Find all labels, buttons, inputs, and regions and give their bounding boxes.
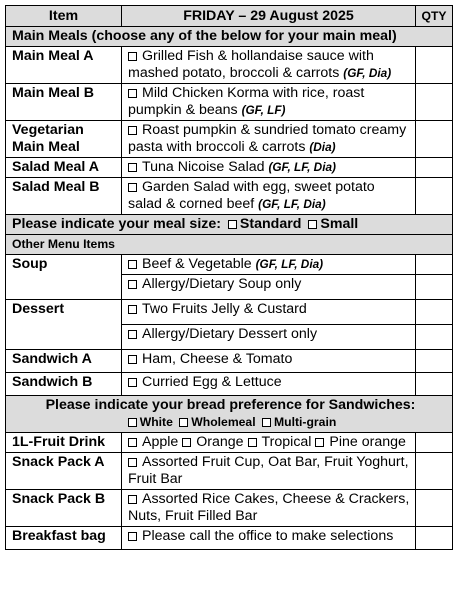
qty-cell[interactable] — [416, 47, 453, 84]
dietary-note: (Dia) — [309, 140, 336, 154]
snack-pack-b-row — [6, 490, 453, 527]
qty-cell[interactable] — [416, 453, 453, 490]
dietary-note: (GF, LF, Dia) — [255, 257, 324, 271]
qty-cell[interactable] — [416, 178, 453, 215]
menu-option: Tuna Nicoise Salad (GF, LF, Dia) — [122, 158, 416, 178]
fruit-drink-row — [6, 433, 453, 453]
qty-cell[interactable] — [416, 373, 453, 396]
header-row — [6, 6, 453, 27]
menu-option: Beef & Vegetable (GF, LF, Dia) — [122, 255, 416, 275]
qty-cell[interactable] — [416, 490, 453, 527]
row-label: Snack Pack A — [6, 453, 122, 490]
row-label: 1L-Fruit Drink — [6, 433, 122, 453]
checkbox[interactable] — [128, 305, 137, 314]
row-label: Snack Pack B — [6, 490, 122, 527]
dietary-note: (GF, LF, Dia) — [258, 197, 326, 211]
pine-orange-checkbox[interactable] — [315, 438, 324, 447]
menu-option: Assorted Fruit Cup, Oat Bar, Fruit Yoghurt, Fruit Bar — [122, 453, 416, 490]
qty-cell[interactable] — [416, 300, 453, 325]
qty-cell[interactable] — [416, 121, 453, 158]
menu-option: Mild Chicken Korma with rice, roast pumpkin & beans (GF, LF) — [122, 84, 416, 121]
checkbox[interactable] — [128, 280, 137, 289]
row-label: Main Meal B — [6, 84, 122, 121]
dessert-row-1 — [6, 300, 453, 325]
row-label: Sandwich A — [6, 350, 122, 373]
meal-size-row — [6, 215, 453, 235]
checkbox[interactable] — [128, 458, 137, 467]
menu-option: Ham, Cheese & Tomato — [122, 350, 416, 373]
multigrain-bread-checkbox[interactable] — [262, 418, 271, 427]
menu-option: Allergy/Dietary Soup only — [122, 275, 416, 300]
checkbox[interactable] — [128, 495, 137, 504]
checkbox[interactable] — [128, 260, 137, 269]
bread-preference-row — [6, 396, 453, 433]
white-bread-checkbox[interactable] — [128, 418, 137, 427]
dietary-note: (GF, Dia) — [343, 66, 392, 80]
wholemeal-bread-checkbox[interactable] — [179, 418, 188, 427]
qty-cell[interactable] — [416, 350, 453, 373]
sandwich-a-row — [6, 350, 453, 373]
main-meals-heading: Main Meals (choose any of the below for your main meal) — [6, 27, 453, 47]
bread-preference-prompt: Please indicate your bread preference for Sandwiches: White Wholemeal Multi-grain — [6, 396, 453, 433]
menu-option: Allergy/Dietary Dessert only — [122, 325, 416, 350]
standard-size-checkbox[interactable] — [228, 220, 237, 229]
qty-cell[interactable] — [416, 255, 453, 275]
checkbox[interactable] — [128, 163, 137, 172]
small-size-checkbox[interactable] — [308, 220, 317, 229]
menu-option: Grilled Fish & hollandaise sauce with mashed potato, broccoli & carrots (GF, Dia) — [122, 47, 416, 84]
other-items-section-row — [6, 235, 453, 255]
row-label: Sandwich B — [6, 373, 122, 396]
main-meal-a-row — [6, 47, 453, 84]
qty-cell[interactable] — [416, 325, 453, 350]
menu-option: Roast pumpkin & sundried tomato creamy pasta with broccoli & carrots (Dia) — [122, 121, 416, 158]
menu-option: Garden Salad with egg, sweet potato salad & corned beef (GF, LF, Dia) — [122, 178, 416, 215]
dietary-note: (GF, LF, Dia) — [268, 160, 336, 174]
snack-pack-a-row — [6, 453, 453, 490]
checkbox[interactable] — [128, 89, 137, 98]
checkbox[interactable] — [128, 183, 137, 192]
row-label: Breakfast bag — [6, 527, 122, 550]
menu-option: Assorted Rice Cakes, Cheese & Crackers, Nuts, Fruit Filled Bar — [122, 490, 416, 527]
menu-option: Two Fruits Jelly & Custard — [122, 300, 416, 325]
row-label: Dessert — [6, 300, 122, 350]
sandwich-b-row — [6, 373, 453, 396]
row-label: Salad Meal A — [6, 158, 122, 178]
checkbox[interactable] — [128, 378, 137, 387]
salad-meal-b-row — [6, 178, 453, 215]
dietary-note: (GF, LF) — [241, 103, 286, 117]
menu-option: Apple Orange Tropical Pine orange — [122, 433, 416, 453]
breakfast-bag-row — [6, 527, 453, 550]
tropical-checkbox[interactable] — [248, 438, 257, 447]
checkbox[interactable] — [128, 355, 137, 364]
menu-order-table — [5, 5, 453, 550]
checkbox[interactable] — [128, 532, 137, 541]
orange-checkbox[interactable] — [182, 438, 191, 447]
row-label: Soup — [6, 255, 122, 300]
item-column-header: Item — [6, 6, 122, 27]
checkbox[interactable] — [128, 330, 137, 339]
vegetarian-main-meal-row — [6, 121, 453, 158]
meal-size-prompt: Please indicate your meal size: Standard Small — [6, 215, 453, 235]
qty-cell[interactable] — [416, 158, 453, 178]
main-meals-section-row — [6, 27, 453, 47]
checkbox[interactable] — [128, 126, 137, 135]
qty-cell[interactable] — [416, 527, 453, 550]
soup-row-1 — [6, 255, 453, 275]
qty-cell[interactable] — [416, 433, 453, 453]
qty-column-header: QTY — [416, 6, 453, 27]
other-items-heading: Other Menu Items — [6, 235, 453, 255]
menu-option: Curried Egg & Lettuce — [122, 373, 416, 396]
row-label: Main Meal A — [6, 47, 122, 84]
qty-cell[interactable] — [416, 275, 453, 300]
checkbox[interactable] — [128, 52, 137, 61]
qty-cell[interactable] — [416, 84, 453, 121]
apple-checkbox[interactable] — [128, 438, 137, 447]
row-label: Vegetarian Main Meal — [6, 121, 122, 158]
main-meal-b-row — [6, 84, 453, 121]
salad-meal-a-row — [6, 158, 453, 178]
menu-option: Please call the office to make selections — [122, 527, 416, 550]
row-label: Salad Meal B — [6, 178, 122, 215]
day-column-header: FRIDAY – 29 August 2025 — [122, 6, 416, 27]
